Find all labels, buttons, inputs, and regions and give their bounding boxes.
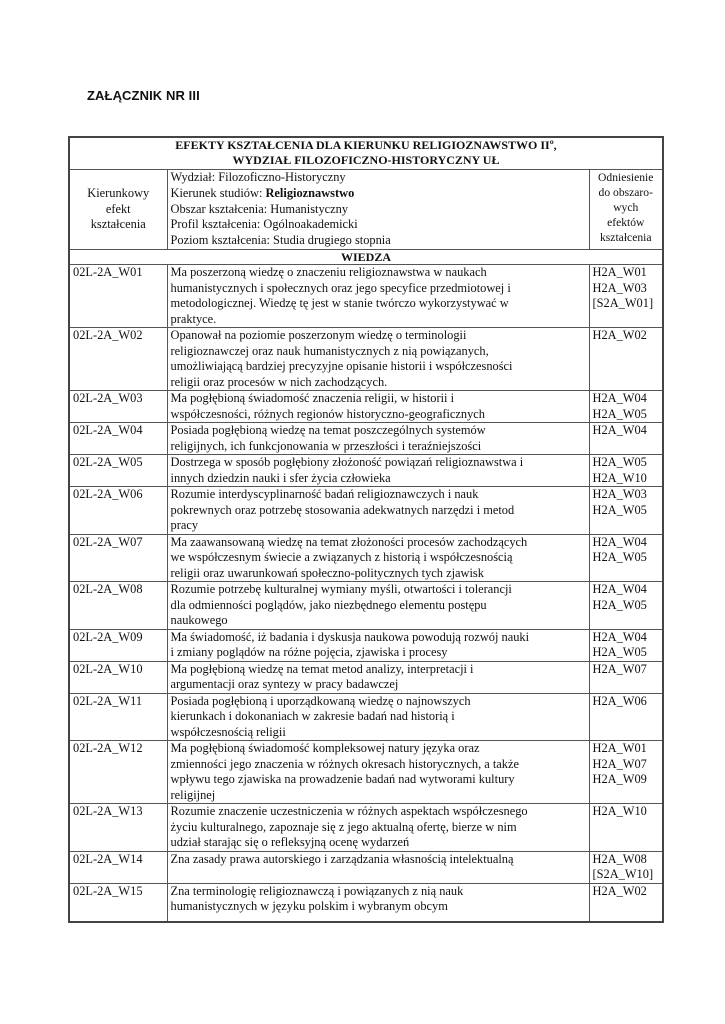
- description-line: argumentacji oraz syntezy w pracy badawczej: [170, 677, 399, 691]
- reference-code: H2A_W07: [592, 756, 647, 771]
- description-line: Opanował na poziomie poszerzonym wiedzę o terminologii: [170, 328, 467, 342]
- description-line: praktyce.: [170, 311, 217, 326]
- description-line: naukowego: [170, 613, 228, 627]
- effect-code: 02L-2A_W01: [69, 265, 167, 328]
- effect-description: [167, 582, 589, 630]
- effect-code: 02L-2A_W10: [69, 661, 167, 693]
- description-line: Ma poszerzoną wiedzę o znaczeniu religioznawstwa w naukach: [170, 265, 487, 279]
- reference-code: H2A_W07: [592, 661, 647, 676]
- effect-description: [167, 804, 589, 852]
- effect-description: [167, 693, 589, 741]
- effect-code: 02L-2A_W06: [69, 487, 167, 535]
- description-line: Dostrzega w sposób pogłębiony złożoność powiązań religioznawstwa i: [170, 455, 524, 469]
- table-row: [69, 804, 663, 852]
- description-line: Posiada pogłębioną i uporządkowaną wiedzę o najnowszych: [170, 693, 471, 708]
- reference-column-header: Odniesienie do obszaro- wych efektów kształcenia: [589, 170, 663, 250]
- effect-description: [167, 661, 589, 693]
- reference-code: H2A_W01: [592, 265, 647, 279]
- description-line: Rozumie znaczenie uczestniczenia w różnych aspektach współczesnego: [170, 804, 528, 818]
- description-line: metodologicznej. Wiedzę tę jest w stanie twórczo wykorzystywać w: [170, 296, 509, 310]
- effect-description: [167, 423, 589, 455]
- area-line: Obszar kształcenia: Humanistyczny: [170, 201, 349, 216]
- description-line: Ma zaawansowaną wiedzę na temat złożoności procesów zachodzących: [170, 534, 528, 549]
- reference-codes: [589, 455, 663, 487]
- effect-column-header: Kierunkowy efekt kształcenia: [69, 170, 167, 250]
- reference-code: H2A_W04: [592, 629, 647, 644]
- section-title: WIEDZA: [69, 250, 663, 265]
- table-row: [69, 265, 663, 328]
- table-row: [69, 455, 663, 487]
- description-line: religijnej: [170, 787, 216, 802]
- reference-codes: [589, 582, 663, 630]
- effect-code: 02L-2A_W13: [69, 804, 167, 852]
- description-line: pokrewnych oraz potrzebę stosowania adekwatnych narzędzi i metod: [170, 502, 515, 517]
- description-line: religii oraz procesów w nich zachodzących.: [170, 374, 388, 389]
- reference-code: H2A_W01: [592, 741, 647, 755]
- table-row: [69, 851, 663, 883]
- description-line: zmienności jego znaczenia w różnych okresach historycznych, a także: [170, 756, 519, 771]
- reference-code: H2A_W05: [592, 455, 647, 469]
- description-line: Zna zasady prawa autorskiego i zarządzania własnością intelektualną: [170, 851, 514, 866]
- effect-description: [167, 487, 589, 535]
- field-line: Kierunek studiów: Religioznawstwo: [170, 185, 355, 200]
- effect-description: [167, 391, 589, 423]
- effect-code: 02L-2A_W09: [69, 629, 167, 661]
- effect-code: 02L-2A_W11: [69, 693, 167, 741]
- reference-code: H2A_W05: [592, 550, 647, 564]
- description-line: udział starając się o refleksyjną ocenę wydarzeń: [170, 835, 410, 849]
- description-line: umożliwiającą bardziej precyzyjne opisanie historii i współczesności: [170, 359, 513, 373]
- table-row: [69, 487, 663, 535]
- table-row: [69, 582, 663, 630]
- table-title-line-1: EFEKTY KSZTAŁCENIA DLA KIERUNKU RELIGIOZNAWSTWO IIº,: [175, 138, 557, 152]
- reference-code: H2A_W03: [592, 487, 647, 501]
- description-line: życiu kulturalnego, zapoznaje się z jego aktualną ofertę, bierze w nim: [170, 819, 517, 834]
- description-line: dla odmienności poglądów, jako niezbędnego elementu postępu: [170, 597, 487, 612]
- effect-code: 02L-2A_W14: [69, 851, 167, 883]
- table-row: [69, 328, 663, 391]
- section-row: [69, 250, 663, 265]
- table-row: [69, 883, 663, 922]
- reference-code: [S2A_W01]: [592, 296, 654, 310]
- learning-outcomes-table: [68, 136, 664, 923]
- reference-code: H2A_W10: [592, 804, 647, 818]
- effect-description: [167, 629, 589, 661]
- description-line: Ma pogłębioną świadomość znaczenia religii, w historii i: [170, 391, 455, 405]
- effect-description: [167, 328, 589, 391]
- effect-code: 02L-2A_W07: [69, 534, 167, 582]
- description-line: Posiada pogłębioną wiedzę na temat poszczególnych systemów: [170, 423, 486, 437]
- description-line: Rozumie potrzebę kulturalnej wymiany myśli, otwartości i tolerancji: [170, 582, 512, 596]
- reference-code: H2A_W05: [592, 502, 647, 517]
- description-line: Zna terminologię religioznawczą i powiązanych z nią nauk: [170, 883, 464, 898]
- reference-codes: [589, 804, 663, 852]
- effect-code: 02L-2A_W03: [69, 391, 167, 423]
- table-title-row: [69, 137, 663, 170]
- effect-code: 02L-2A_W08: [69, 582, 167, 630]
- description-line: religijnych, ich funkcjonowania w przeszłości i teraźniejszości: [170, 438, 482, 453]
- table-title: [69, 137, 663, 170]
- reference-code: H2A_W06: [592, 693, 647, 708]
- effect-description: [167, 265, 589, 328]
- description-line: wpływu tego zjawiska na prowadzenie badań nad wytworami kultury: [170, 772, 515, 786]
- reference-code: H2A_W09: [592, 772, 647, 786]
- reference-code: H2A_W02: [592, 883, 647, 898]
- reference-code: H2A_W04: [592, 423, 647, 437]
- effect-description: [167, 455, 589, 487]
- reference-codes: [589, 851, 663, 883]
- reference-codes: [589, 883, 663, 922]
- reference-code: H2A_W04: [592, 582, 647, 596]
- effect-description: [167, 534, 589, 582]
- description-line: religii oraz uwarunkowań społeczno-politycznych tych zjawisk: [170, 565, 484, 580]
- reference-codes: [589, 629, 663, 661]
- profile-line: Profil kształcenia: Ogólnoakademicki: [170, 217, 358, 232]
- effect-code: 02L-2A_W05: [69, 455, 167, 487]
- description-line: pracy: [170, 518, 199, 532]
- description-line: Ma świadomość, iż badania i dyskusja naukowa powodują rozwój nauki: [170, 629, 530, 644]
- description-line: współczesnością religii: [170, 724, 286, 739]
- effect-code: 02L-2A_W12: [69, 741, 167, 804]
- description-line: kierunkach i dokonaniach w zakresie badań nad historią i: [170, 709, 455, 723]
- reference-codes: [589, 741, 663, 804]
- reference-codes: [589, 487, 663, 535]
- table-row: [69, 741, 663, 804]
- reference-codes: [589, 423, 663, 455]
- table-header-row: [69, 170, 663, 250]
- reference-codes: [589, 534, 663, 582]
- reference-codes: [589, 391, 663, 423]
- description-line: humanistycznych i społecznych oraz jego specyfice przedmiotowej i: [170, 280, 511, 295]
- reference-code: H2A_W08: [592, 851, 647, 866]
- effect-code: 02L-2A_W04: [69, 423, 167, 455]
- description-line: innych dziedzin nauki i sfer życia człowieka: [170, 470, 391, 485]
- table-row: [69, 693, 663, 741]
- effect-description: [167, 851, 589, 883]
- program-info: [167, 170, 589, 250]
- reference-codes: [589, 693, 663, 741]
- reference-code: H2A_W04: [592, 391, 647, 405]
- reference-code: H2A_W05: [592, 406, 647, 421]
- table-row: [69, 661, 663, 693]
- reference-codes: [589, 661, 663, 693]
- description-line: we współczesnym świecie a związanych z historią i współczesnością: [170, 550, 513, 564]
- table-title-line-2: WYDZIAŁ FILOZOFICZNO-HISTORYCZNY UŁ: [232, 153, 500, 167]
- description-line: Rozumie interdyscyplinarność badań religioznawczych i nauk: [170, 487, 479, 501]
- annex-title: ZAŁĄCZNIK NR III: [87, 88, 200, 103]
- description-line: Ma pogłębioną wiedzę na temat metod analizy, interpretacji i: [170, 661, 474, 676]
- level-line: Poziom kształcenia: Studia drugiego stopnia: [170, 233, 391, 248]
- reference-code: H2A_W04: [592, 534, 647, 549]
- description-line: humanistycznych w języku polskim i wybranym obcym: [170, 899, 448, 913]
- effect-description: [167, 741, 589, 804]
- reference-code: H2A_W02: [592, 328, 647, 342]
- table-row: [69, 629, 663, 661]
- reference-codes: [589, 328, 663, 391]
- effect-description: [167, 883, 589, 922]
- table-row: [69, 534, 663, 582]
- description-line: i zmiany poglądów na różne pojęcia, zjawiska i procesy: [170, 645, 448, 659]
- reference-code: H2A_W10: [592, 470, 647, 485]
- reference-codes: [589, 265, 663, 328]
- description-line: współczesności, różnych regionów historyczno-geograficznych: [170, 406, 485, 421]
- table-row: [69, 391, 663, 423]
- table-row: [69, 423, 663, 455]
- description-line: Ma pogłębioną świadomość kompleksowej natury języka oraz: [170, 741, 480, 755]
- reference-code: H2A_W05: [592, 645, 647, 659]
- faculty-line: Wydział: Filozoficzno-Historyczny: [170, 170, 346, 184]
- effect-code: 02L-2A_W02: [69, 328, 167, 391]
- description-line: religioznawczej oraz nauk humanistycznych z nią powiązanych,: [170, 343, 489, 358]
- effect-code: 02L-2A_W15: [69, 883, 167, 922]
- reference-code: H2A_W05: [592, 597, 647, 612]
- reference-code: [S2A_W10]: [592, 867, 654, 881]
- reference-code: H2A_W03: [592, 280, 647, 295]
